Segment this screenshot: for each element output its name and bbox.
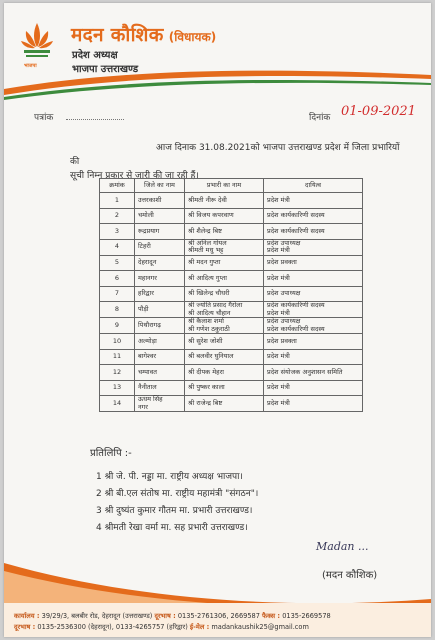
header-serial: क्रमांक [100, 179, 135, 193]
fax-label: फैक्स : [262, 612, 281, 620]
serial-cell: 9 [100, 318, 135, 334]
serial-cell: 4 [100, 239, 135, 255]
district-cell: देहरादून [135, 255, 185, 271]
copy-to-list [96, 469, 258, 537]
responsibility-cell: प्रदेश मंत्री [264, 271, 363, 287]
letterhead-party: भाजपा उत्तराखण्ड [72, 64, 139, 75]
district-cell: हरिद्वार [135, 286, 185, 302]
serial-cell: 3 [100, 224, 135, 240]
incharge-name-cell: श्री बलवीर घुनियाल [185, 349, 264, 365]
copy-to-item: 3 श्री दुष्यंत कुमार गौतम मा. प्रभारी उत्तराखण्ड। [96, 506, 253, 516]
signature-scribble: Madan ... [316, 540, 369, 553]
district-cell: बागेश्वर [135, 349, 185, 365]
phone-number: 0135-2761306, 2669587 [177, 612, 260, 620]
serial-cell: 1 [100, 193, 135, 209]
intro-paragraph [70, 141, 400, 183]
table-row [100, 224, 363, 240]
email-address: madankaushik25@gmail.com [211, 623, 309, 631]
intro-line-1: आज दिनाक 31.08.2021को भाजपा उत्तराखण्ड प्रदेश में जिला प्रभारियों की [70, 143, 400, 167]
serial-cell: 14 [100, 396, 135, 412]
district-cell: रूद्रप्रयाग [135, 224, 185, 240]
table-body [100, 193, 363, 412]
table-row [100, 271, 363, 287]
serial-cell: 6 [100, 271, 135, 287]
phone-label: दूरभाष : [154, 612, 176, 620]
date-value: 01-09-2021 [341, 104, 416, 119]
intro-line-2: सूची निम्न प्रकार से जारी की जा रही हैं। [70, 171, 199, 181]
copy-to-title: प्रतिलिपि :- [90, 448, 132, 459]
serial-cell: 13 [100, 380, 135, 396]
serial-cell: 7 [100, 286, 135, 302]
responsibility-cell: प्रदेश कार्यकारिणी सदस्य प्रदेश मंत्री [264, 302, 363, 318]
table-row [100, 208, 363, 224]
responsibility-cell: प्रदेश मंत्री [264, 349, 363, 365]
table-row [100, 396, 363, 412]
responsibility-cell: प्रदेश मंत्री [264, 380, 363, 396]
incharge-name-cell: श्री दीपक मेहरा [185, 365, 264, 381]
reference-dotted-line [66, 119, 124, 120]
table-row [100, 334, 363, 350]
table-row [100, 239, 363, 255]
responsibility-cell: प्रदेश मंत्री [264, 396, 363, 412]
letterhead-title: (विधायक) [168, 30, 217, 44]
district-cell: अल्मोड़ा [135, 334, 185, 350]
email-label: ई-मेल : [189, 623, 210, 631]
letterhead-post: प्रदेश अध्यक्ष [72, 50, 118, 61]
serial-cell: 10 [100, 334, 135, 350]
district-cell: ऊधम सिंह नगर [135, 396, 185, 412]
fax-number: 0135-2669578 [282, 612, 331, 620]
table-row [100, 302, 363, 318]
header-district: जिले का नाम [135, 179, 185, 193]
date-label: दिनांक [309, 113, 331, 123]
table-row [100, 365, 363, 381]
district-cell: महानगर [135, 271, 185, 287]
district-cell: पौड़ी [135, 302, 185, 318]
serial-cell: 2 [100, 208, 135, 224]
bjp-lotus-logo-icon [20, 19, 54, 63]
footer-band [4, 603, 431, 637]
phone2-numbers: 0135-2536300 (देहरादून), 0133-4265757 (हरिद्वार) [37, 623, 188, 631]
letterhead-document [4, 3, 431, 637]
table-row [100, 349, 363, 365]
office-address: 39/29/3, बलबीर रोड, देहरादून (उत्तराखण्ड) [41, 612, 153, 620]
header-incharge-name: प्रभारी का नाम [185, 179, 264, 193]
copy-to-item: 4 श्रीमती रेखा वर्मा मा. सह प्रभारी उत्तराखण्ड। [96, 523, 248, 533]
table-row [100, 255, 363, 271]
letterhead-name: मदन कौशिक [71, 24, 164, 46]
header-curve-decoration [4, 65, 431, 105]
district-cell: पिथौरागढ़ [135, 318, 185, 334]
responsibility-cell: प्रदेश प्रवक्ता [264, 255, 363, 271]
copy-to-item: 1 श्री जे. पी. नड्डा मा. राष्ट्रीय अध्यक्ष भाजपा। [96, 472, 243, 482]
district-cell: चम्पावत [135, 365, 185, 381]
serial-cell: 11 [100, 349, 135, 365]
serial-cell: 5 [100, 255, 135, 271]
phone2-label: दूरभाष : [14, 623, 36, 631]
responsibility-cell: प्रदेश कार्यकारिणी सदस्य [264, 224, 363, 240]
incharge-name-cell: श्री अनिल गोयल श्रीमती मधु भट्ट [185, 239, 264, 255]
table-row [100, 286, 363, 302]
district-incharge-table [99, 178, 363, 412]
footer-line-2 [14, 622, 431, 631]
incharge-name-cell: श्री कैलाश शर्मा श्री गणेश ठकुराठी [185, 318, 264, 334]
responsibility-cell: प्रदेश उपाध्यक्ष प्रदेश मंत्री [264, 239, 363, 255]
incharge-name-cell: श्रीमती नीरू देवी [185, 193, 264, 209]
district-cell: उत्तरकाशी [135, 193, 185, 209]
responsibility-cell: प्रदेश उपाध्यक्ष प्रदेश कार्यकारिणी सदस्य [264, 318, 363, 334]
table-row [100, 193, 363, 209]
incharge-name-cell: श्री शैलेन्द्र बिष्ट [185, 224, 264, 240]
incharge-name-cell: श्री राजेन्द्र बिष्ट [185, 396, 264, 412]
district-cell: चमोली [135, 208, 185, 224]
incharge-name-cell: श्री ज्योति प्रसाद गैरोला श्री आदित्य चौहान [185, 302, 264, 318]
responsibility-cell: प्रदेश प्रवक्ता [264, 334, 363, 350]
reference-label: पत्रांक [34, 113, 54, 123]
incharge-name-cell: श्री आदित्य गुप्ता [185, 271, 264, 287]
signatory-name: (मदन कौशिक) [322, 570, 378, 581]
incharge-name-cell: श्री सुरेश जोशी [185, 334, 264, 350]
copy-to-item: 2 श्री बी.एल संतोष मा. राष्ट्रीय महामंत्री "संगठन"। [96, 489, 259, 499]
district-cell: नैनीताल [135, 380, 185, 396]
table-row [100, 380, 363, 396]
header-responsibility: दायित्व [264, 179, 363, 193]
responsibility-cell: प्रदेश मंत्री [264, 193, 363, 209]
district-cell: टिहरी [135, 239, 185, 255]
office-label: कार्यालय : [14, 612, 40, 620]
responsibility-cell: प्रदेश कार्यकारिणी सदस्य [264, 208, 363, 224]
incharge-name-cell: श्री मदन गुप्ता [185, 255, 264, 271]
logo-caption: भाजपा [24, 63, 37, 69]
incharge-name-cell: श्री विजय कपरवाण [185, 208, 264, 224]
serial-cell: 12 [100, 365, 135, 381]
incharge-name-cell: श्री खिलेन्द्र चौधरी [185, 286, 264, 302]
incharge-name-cell: श्री पुष्कर काला [185, 380, 264, 396]
letterhead-name-line [71, 21, 216, 47]
responsibility-cell: प्रदेश उपाध्यक्ष [264, 286, 363, 302]
table-header-row [100, 179, 363, 193]
responsibility-cell: प्रदेश संयोजक अनुशासन समिति [264, 365, 363, 381]
footer-line-1 [14, 611, 431, 620]
table-row [100, 318, 363, 334]
serial-cell: 8 [100, 302, 135, 318]
